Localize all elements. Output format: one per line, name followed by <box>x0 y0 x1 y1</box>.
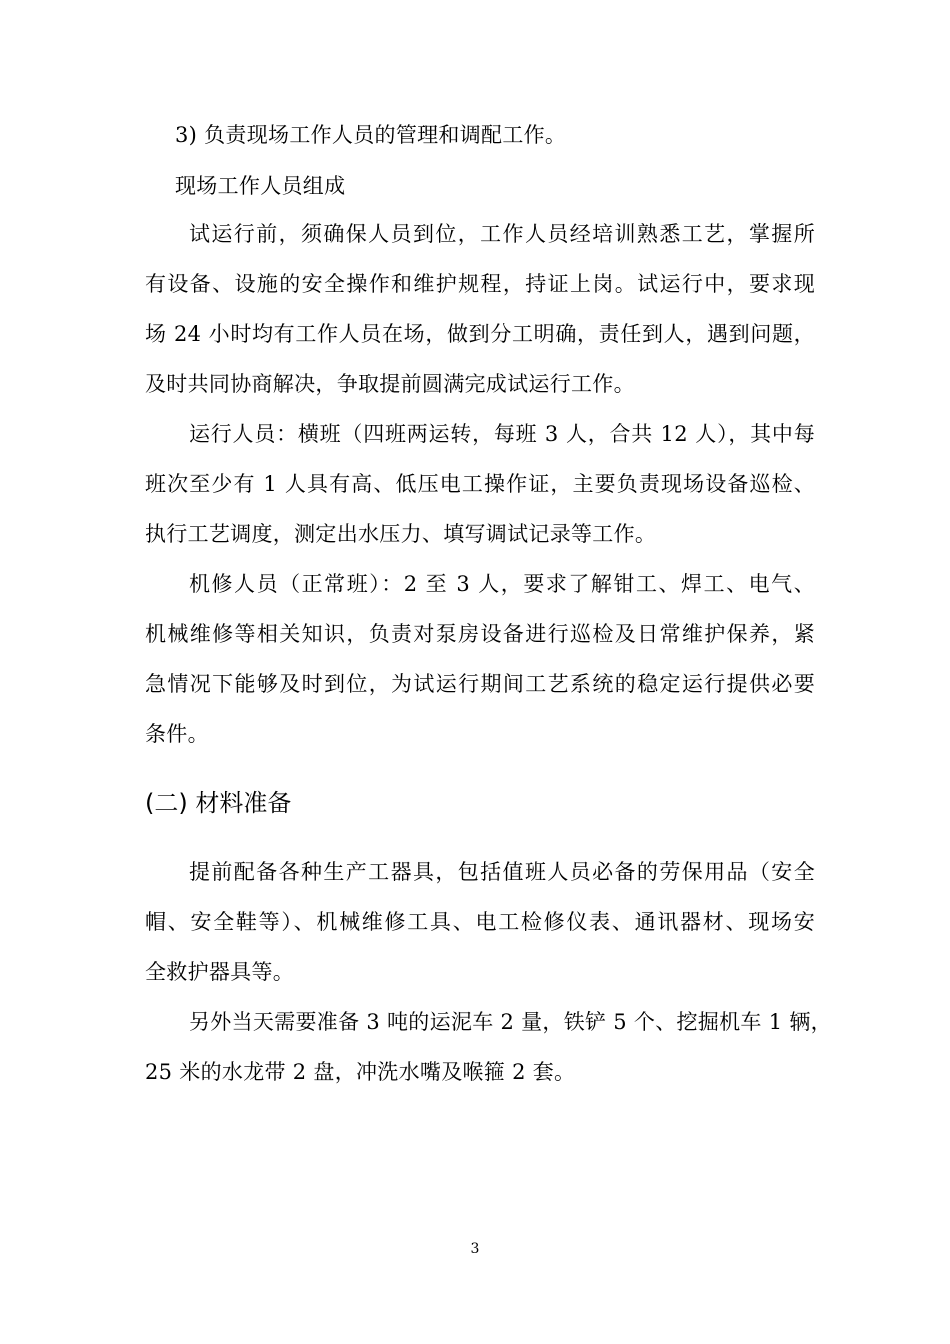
paragraph-line: 场 24 小时均有工作人员在场，做到分工明确，责任到人，遇到问题， <box>145 322 815 346</box>
paragraph-line: 另外当天需要准备 3 吨的运泥车 2 量，铁铲 5 个、挖掘机车 1 辆， <box>189 1010 832 1034</box>
page-number: 3 <box>470 1241 480 1257</box>
paragraph-line: 执行工艺调度，测定出水压力、填写调试记录等工作。 <box>145 522 657 546</box>
paragraph-line: 运行人员：横班（四班两运转，每班 3 人，合共 12 人），其中每 <box>189 422 815 446</box>
paragraph-line: 25 米的水龙带 2 盘，冲洗水嘴及喉箍 2 套。 <box>145 1060 576 1084</box>
paragraph-line: 有设备、设施的安全操作和维护规程，持证上岗。试运行中，要求现 <box>145 272 815 296</box>
paragraph-line: 机修人员（正常班）：2 至 3 人，要求了解钳工、焊工、电气、 <box>189 572 815 596</box>
list-item-3: 3) 负责现场工作人员的管理和调配工作。 <box>175 123 567 147</box>
paragraph-line: 班次至少有 1 人具有高、低压电工操作证，主要负责现场设备巡检、 <box>145 472 815 496</box>
paragraph-line: 帽、安全鞋等）、机械维修工具、电工检修仪表、通讯器材、现场安 <box>145 910 815 934</box>
paragraph-line: 机械维修等相关知识，负责对泵房设备进行巡检及日常维护保养，紧 <box>145 622 815 646</box>
section-heading: (二) 材料准备 <box>145 789 292 817</box>
paragraph-line: 及时共同协商解决，争取提前圆满完成试运行工作。 <box>145 372 635 396</box>
paragraph-line: 条件。 <box>145 722 209 746</box>
paragraph-line: 全救护器具等。 <box>145 960 295 984</box>
section-label: 现场工作人员组成 <box>175 174 346 198</box>
paragraph-line: 提前配备各种生产工器具，包括值班人员必备的劳保用品（安全 <box>189 860 815 884</box>
paragraph-line: 急情况下能够及时到位，为试运行期间工艺系统的稳定运行提供必要 <box>145 672 815 696</box>
paragraph-line: 试运行前，须确保人员到位，工作人员经培训熟悉工艺，掌握所 <box>189 222 815 246</box>
